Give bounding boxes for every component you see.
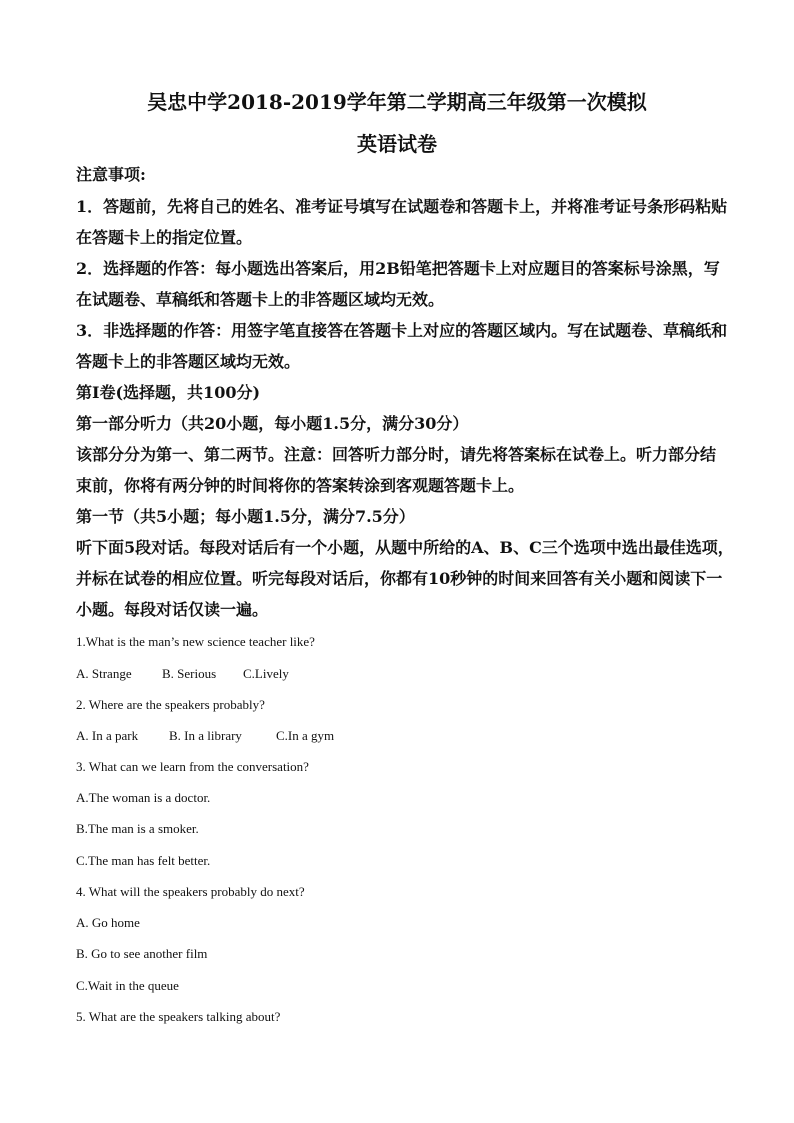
notice-item-1-line-2: 在答题卡上的指定位置。	[76, 228, 253, 247]
question-4: 4. What will the speakers probably do next?	[76, 884, 305, 899]
section1-desc-line-1: 听下面5段对话。每段对话后有一个小题，从题中所给的A、B、C三个选项中选出最佳选项，	[76, 538, 734, 557]
question-2-options	[76, 727, 334, 745]
question-5: 5. What are the speakers talking about?	[76, 1009, 281, 1024]
question-3-option-c: C.The man has felt better.	[76, 853, 211, 868]
option-b: B. Serious	[162, 666, 217, 681]
question-4-option-a: A. Go home	[76, 915, 140, 930]
notice-item-2-line-2: 在试题卷、草稿纸和答题卡上的非答题区域均无效。	[76, 290, 445, 309]
question-1: 1.What is the man’s new science teacher like?	[76, 634, 315, 649]
question-4-option-c: C.Wait in the queue	[76, 978, 179, 993]
question-3-option-b: B.The man is a smoker.	[76, 821, 199, 836]
section1-heading: 第一节（共5小题；每小题1.5分，满分7.5分）	[76, 507, 415, 526]
question-4-option-b: B. Go to see another film	[76, 946, 208, 961]
part1-desc-line-1: 该部分分为第一、第二两节。注意：回答听力部分时，请先将答案标在试卷上。听力部分结	[76, 445, 717, 464]
volume-heading: 第Ⅰ卷(选择题，共100分)	[76, 383, 261, 402]
part1-desc-line-2: 束前，你将有两分钟的时间将你的答案转涂到客观题答题卡上。	[76, 476, 525, 495]
notice-item-3-line-2: 答题卡上的非答题区域均无效。	[76, 352, 301, 371]
question-1-options	[76, 665, 289, 683]
question-2: 2. Where are the speakers probably?	[76, 697, 265, 712]
notice-item-3-line-1: 3．非选择题的作答：用签字笔直接答在答题卡上对应的答题区域内。写在试题卷、草稿纸和	[76, 321, 728, 340]
section1-desc-line-2: 并标在试卷的相应位置。听完每段对话后，你都有10秒钟的时间来回答有关小题和阅读下一	[76, 569, 723, 588]
part1-heading: 第一部分听力（共20小题，每小题1.5分，满分30分）	[76, 414, 469, 433]
question-3: 3. What can we learn from the conversation?	[76, 759, 309, 774]
exam-title: 吴忠中学2018-2019学年第二学期高三年级第一次模拟	[147, 90, 647, 114]
notice-item-2-line-1: 2．选择题的作答：每小题选出答案后，用2B铅笔把答题卡上对应题目的答案标号涂黑，写	[76, 259, 720, 278]
option-c: C.Lively	[243, 666, 289, 681]
notice-item-1-line-1: 1．答题前，先将自己的姓名、准考证号填写在试题卷和答题卡上，并将准考证号条形码粘贴	[76, 197, 728, 216]
option-c: C.In a gym	[276, 728, 335, 743]
option-a: A. Strange	[76, 666, 132, 681]
notice-heading: 注意事项:	[76, 165, 146, 184]
section1-desc-line-3: 小题。每段对话仅读一遍。	[76, 600, 269, 619]
question-3-option-a: A.The woman is a doctor.	[76, 790, 211, 805]
option-a: A. In a park	[76, 728, 139, 743]
option-b: B. In a library	[169, 728, 242, 743]
exam-subtitle: 英语试卷	[357, 132, 437, 156]
